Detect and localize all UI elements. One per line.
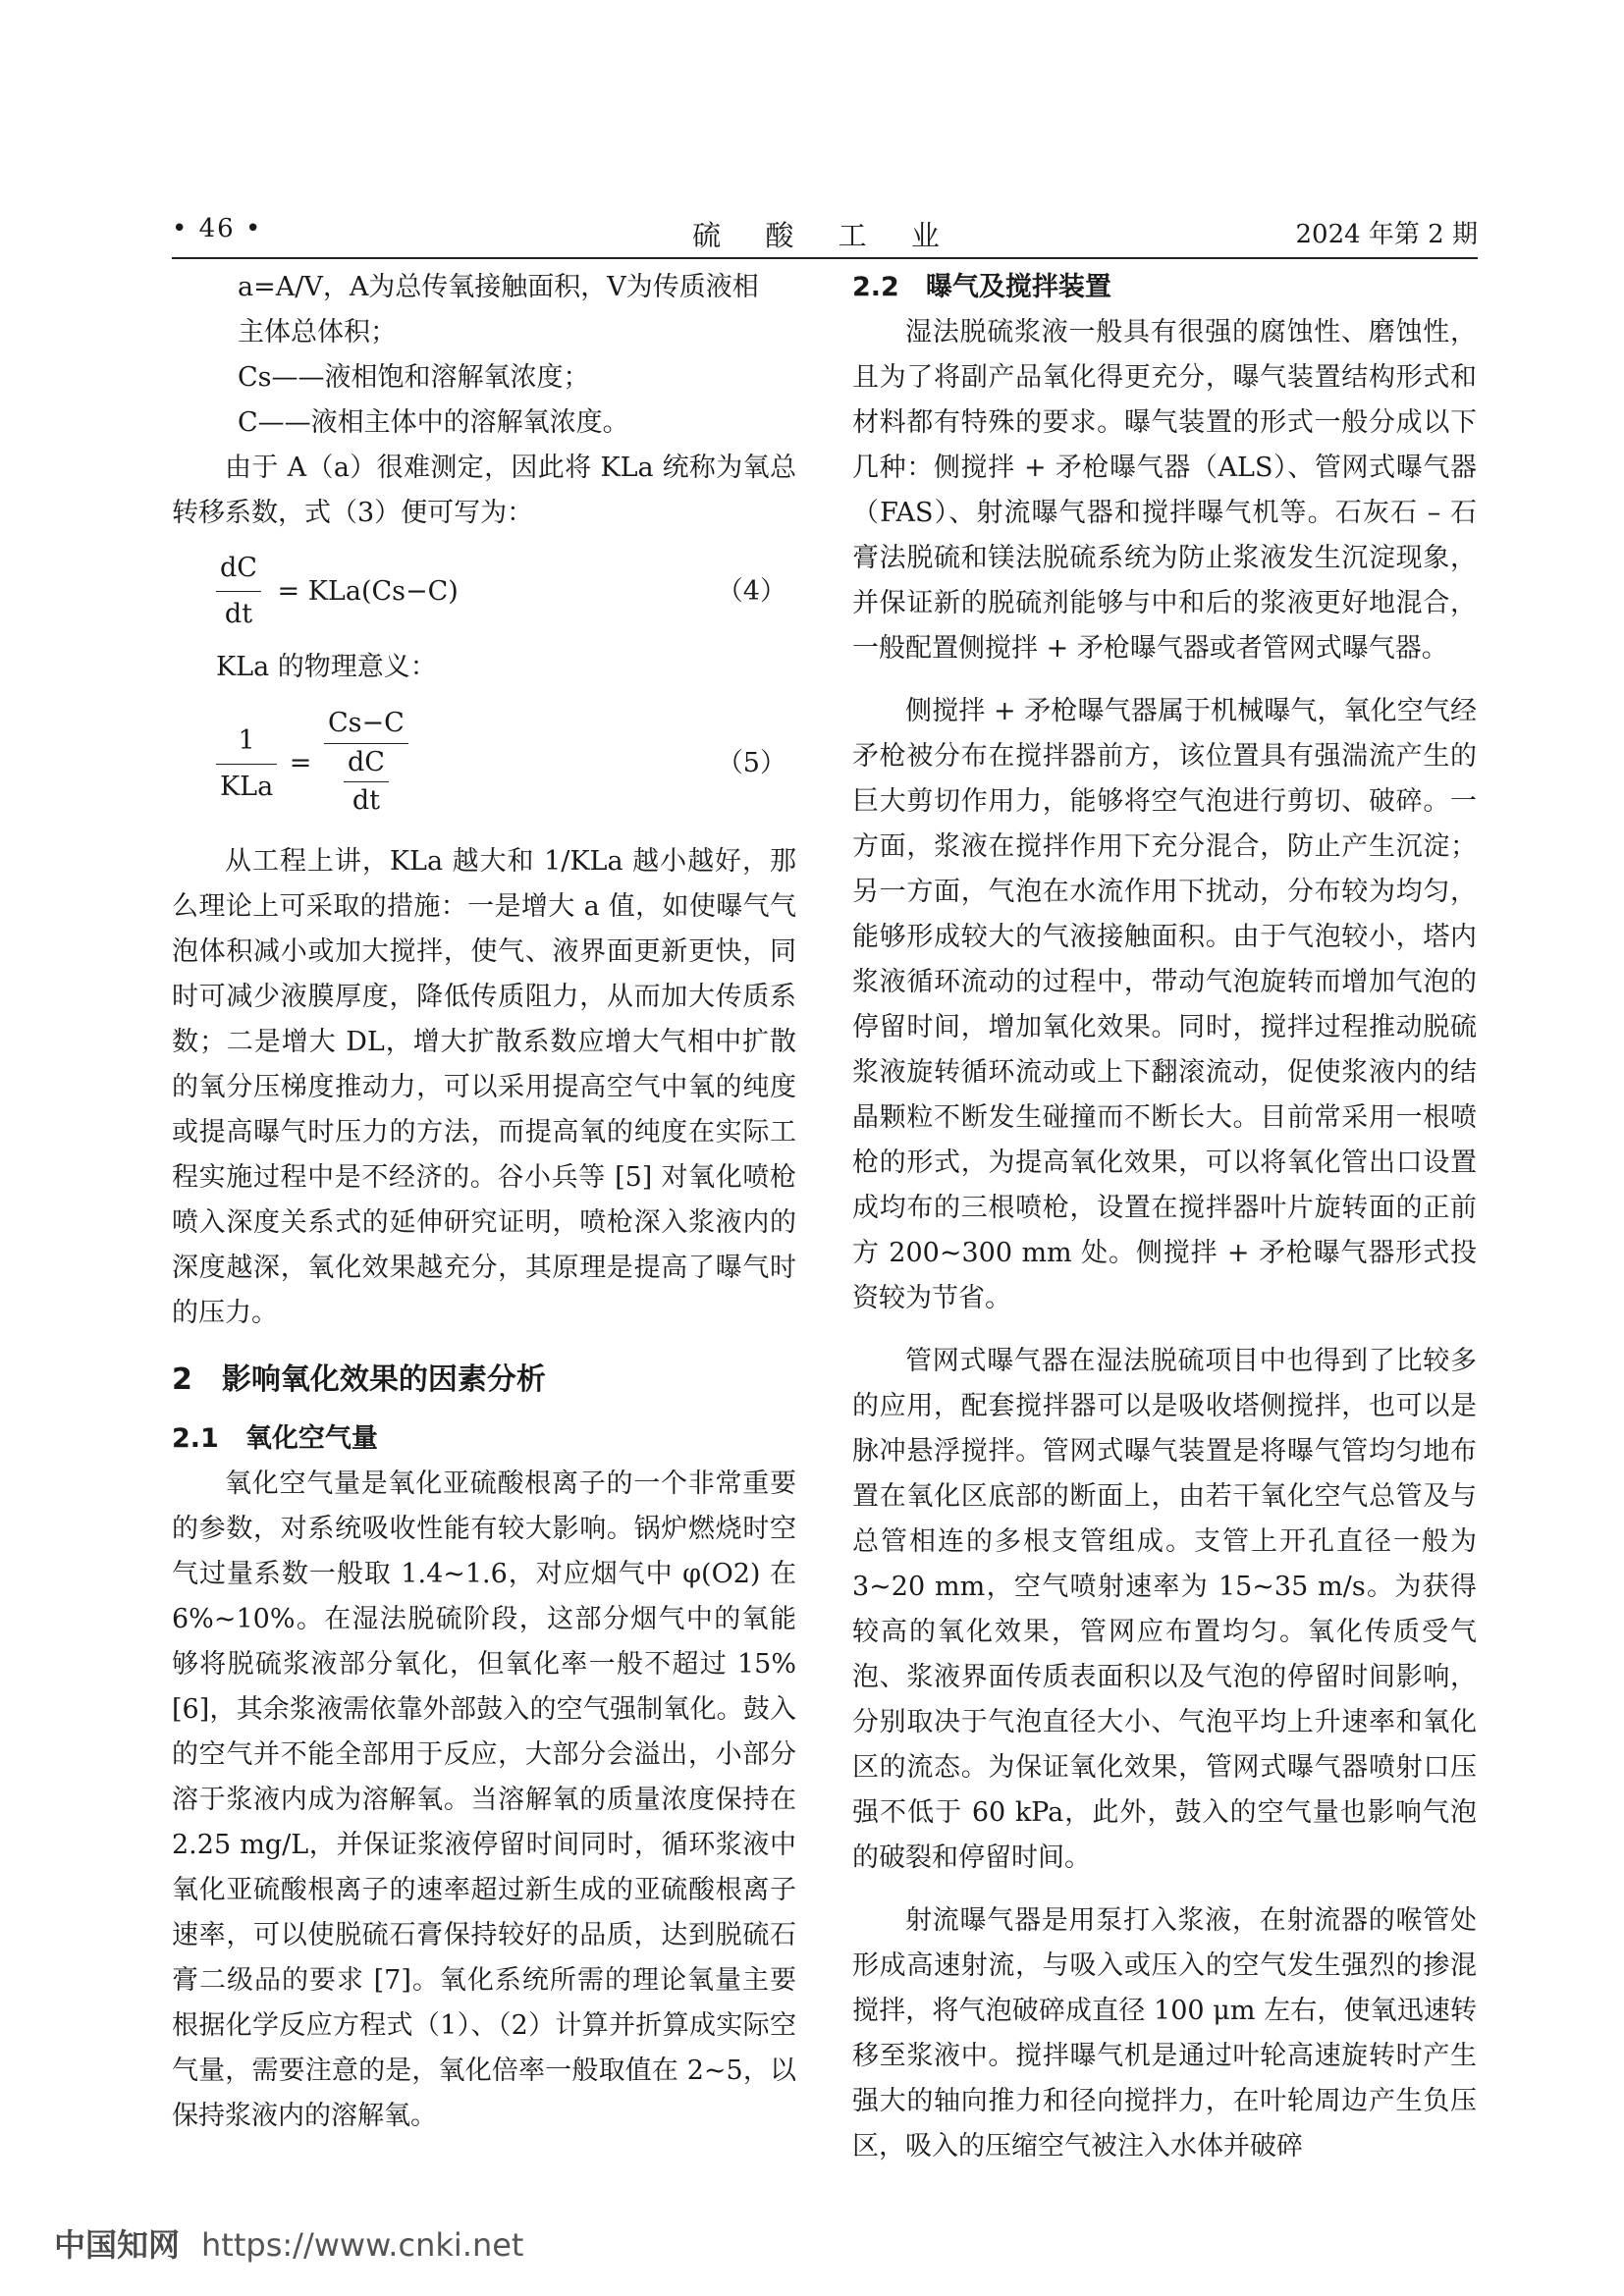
equation-4-numerator: dC <box>216 546 261 592</box>
paragraph-side-agitator: 侧搅拌 + 矛枪曝气器属于机械曝气，氧化空气经矛枪被分布在搅拌器前方，该位置具有强湍流产生的巨大剪切作用力，能够将空气泡进行剪切、破碎。一方面，浆液在搅拌作用下充分混合，防止产生沉淀；另一方面，气泡在水流作用下扰动，分布较为均匀，能够形成较大的气液接触面积。由于气泡较小，塔内浆液循环流动的过程中，带动气泡旋转而增加气泡的停留时间，增加氧化效果。同时，搅拌过程推动脱硫浆液旋转循环流动或上下翻滚流动，促使浆液内的结晶颗粒不断发生碰撞而不断长大。目前常采用一根喷枪的形式，为提高氧化效果，可以将氧化管出口设置成均布的三根喷枪，设置在搅拌器叶片旋转面的正前方 200~300 mm 处。侧搅拌 + 矛枪曝气器形式投资较为节省。 <box>852 696 1477 1313</box>
definition-a-cont: 主体总体积； <box>238 317 397 347</box>
equation-5-rhs-numerator: Cs−C <box>324 704 408 744</box>
paragraph-aeration-types: 湿法脱硫浆液一般具有很强的腐蚀性、磨蚀性，且为了将副产品氧化得更充分，曝气装置结构形式和材料都有特殊的要求。曝气装置的形式一般分成以下几种：侧搅拌 + 矛枪曝气器（ALS）、管网式曝气器（FAS）、射流曝气器和搅拌曝气机等。石灰石 – 石膏法脱硫和镁法脱硫系统为防止浆液发生沉淀现象，并保证新的脱硫剂能够与中和后的浆液更好地混合，一般配置侧搅拌 + 矛枪曝气器或者管网式曝气器。 <box>852 317 1477 664</box>
definition-cs: Cs——液相饱和溶解氧浓度； <box>238 362 590 393</box>
paragraph-engineering: 从工程上讲，KLa 越大和 1/KLa 越小越好，那么理论上可采取的措施：一是增大 a 值，如使曝气气泡体积减小或加大搅拌，使气、液界面更新更快，同时可减少液膜厚度，降低传质阻力，从而加大传质系数；二是增大 DL，增大扩散系数应增大气相中扩散的氧分压梯度推动力，可以采用提高空气中氧的纯度或提高曝气时压力的方法，而提高氧的纯度在实际工程实施过程中是不经济的。谷小兵等 [5] 对氧化喷枪喷入深度关系式的延伸研究证明，喷枪深入浆液内的深度越深，氧化效果越充分，其原理是提高了曝气时的压力。 <box>172 846 796 1328</box>
equation-5-lhs <box>216 719 277 810</box>
paragraph-oxidation-air: 氧化空气量是氧化亚硫酸根离子的一个非常重要的参数，对系统吸收性能有较大影响。锅炉燃烧时空气过量系数一般取 1.4~1.6，对应烟气中 φ(O2) 在 6%~10%。在湿法脱硫阶段，这部分烟气中的氧能够将脱硫浆液部分氧化，但氧化率一般不超过 15%[6]，其余浆液需依靠外部鼓入的空气强制氧化。鼓入的空气并不能全部用于反应，大部分会溢出，小部分溶于浆液内成为溶解氧。当溶解氧的质量浓度保持在 2.25 mg/L，并保证浆液停留时间同时，循环浆液中氧化亚硫酸根离子的速率超过新生成的亚硫酸根离子速率，可以使脱硫石膏保持较好的品质，达到脱硫石膏二级品的要求 [7]。氧化系统所需的理论氧量主要根据化学反应方程式（1）、（2）计算并折算成实际空气量，需要注意的是，氧化倍率一般取值在 2~5，以保持浆液内的溶解氧。 <box>172 1468 796 2131</box>
page-number: • 46 • <box>172 214 263 243</box>
symbol-definitions <box>172 265 796 446</box>
equation-4 <box>172 546 796 637</box>
right-column <box>852 265 1477 2169</box>
section-heading-2-2: 2.2 曝气及搅拌装置 <box>852 272 1111 302</box>
definition-a: a=A/V，A为总传氧接触面积，V为传质液相 <box>238 272 759 302</box>
paragraph-gap <box>852 671 1477 689</box>
header-rule <box>172 257 1478 259</box>
paragraph-physical-meaning: KLa 的物理意义： <box>216 652 437 682</box>
section-heading-2-1: 2.1 氧化空气量 <box>172 1423 378 1454</box>
equation-5: $\frac{1}{\text{KLa}}$ = $\frac{Cs-C}{\frac{dC}{dt}}$ （5） <box>172 704 796 824</box>
page-header <box>172 214 1478 257</box>
cnki-url-link[interactable]: https://www.cnki.net <box>201 2226 524 2264</box>
paragraph-jet-aerator: 射流曝气器是用泵打入浆液，在射流器的喉管处形成高速射流，与吸入或压入的空气发生强烈的掺混搅拌，将气泡破碎成直径 100 μm 左右，使氧迅速转移至浆液中。搅拌曝气机是通过叶轮高速旋转时产生强大的轴向推力和径向搅拌力，在叶轮周边产生负压区，吸入的压缩空气被注入水体并破碎 <box>852 1905 1477 2162</box>
equation-5-rhs-denominator <box>324 744 408 824</box>
equation-5-inner-denominator: dt <box>352 785 380 816</box>
equation-5-lhs-numerator: 1 <box>216 719 277 765</box>
section-heading-2: 2 影响氧化效果的因素分析 <box>172 1362 546 1397</box>
paragraph-intro: 由于 A（a）很难测定，因此将 KLa 统称为氧总转移系数，式（3）便可写为： <box>172 453 796 528</box>
paragraph-gap <box>852 1321 1477 1339</box>
footer-watermark <box>54 2220 523 2266</box>
equation-4-fraction <box>216 546 261 637</box>
left-column <box>172 265 796 2139</box>
journal-title: 硫 酸 工 业 <box>692 219 957 252</box>
equation-5-rhs <box>324 704 408 824</box>
equation-5-lhs-denominator: KLa <box>220 771 274 802</box>
equation-5-inner-numerator: dC <box>344 744 389 782</box>
paragraph-pipe-network: 管网式曝气器在湿法脱硫项目中也得到了比较多的应用，配套搅拌器可以是吸收塔侧搅拌，也可以是脉冲悬浮搅拌。管网式曝气装置是将曝气管均匀地布置在氧化区底部的断面上，由若干氧化空气总管及与总管相连的多根支管组成。支管上开孔直径一般为 3~20 mm，空气喷射速率为 15~35 m/s。为获得较高的氧化效果，管网应布置均匀。氧化传质受气泡、浆液界面传质表面积以及气泡的停留时间影响，分别取决于气泡直径大小、气泡平均上升速率和氧化区的流态。为保证氧化效果，管网式曝气器喷射口压强不低于 60 kPa，此外，鼓入的空气量也影响气泡的破裂和停留时间。 <box>852 1346 1477 1873</box>
paragraph-gap <box>852 1881 1477 1898</box>
equation-4-denominator: dt <box>224 599 253 629</box>
equation-4-rhs: = KLa(Cs−C) <box>277 575 459 607</box>
issue-label: 2024 年第 2 期 <box>1295 220 1478 249</box>
equation-4-number: （4） <box>716 575 786 607</box>
equation-5-number: （5） <box>716 748 786 778</box>
equation-5-inner-fraction <box>344 744 389 820</box>
definition-c: C——液相主体中的溶解氧浓度。 <box>238 407 629 438</box>
cnki-logo-text: 中国知网 <box>54 2226 181 2264</box>
